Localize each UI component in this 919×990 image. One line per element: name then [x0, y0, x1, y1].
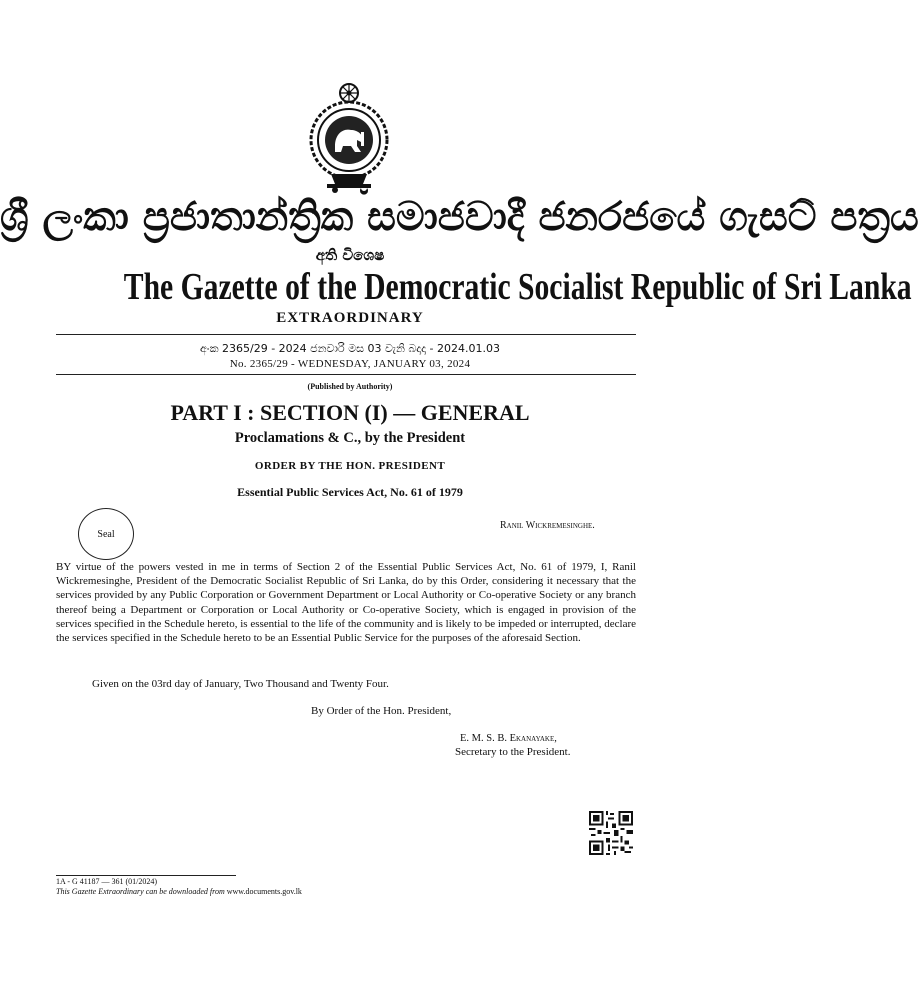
header-rule-top	[56, 334, 636, 335]
download-url[interactable]: www.documents.gov.lk	[226, 887, 302, 896]
gazette-title-english: The Gazette of the Democratic Socialist Republic of Sri Lanka	[123, 266, 912, 308]
footer-download-note	[56, 887, 302, 896]
sri-lanka-emblem-icon	[305, 82, 393, 194]
footer-rule	[56, 875, 236, 876]
issue-line-sinhala: අංක 2365/29 - 2024 ජනවාරි මස 03 වැනි බදාදා - 2024.01.03	[200, 342, 500, 355]
act-heading: Essential Public Services Act, No. 61 of 1979	[237, 485, 463, 499]
seal	[78, 508, 134, 560]
extraordinary-label: EXTRAORDINARY	[276, 310, 424, 326]
part-heading: PART I : SECTION (I) — GENERAL	[170, 400, 530, 425]
seal-label: Seal	[97, 528, 115, 540]
download-note-text: This Gazette Extraordinary can be downloaded from	[56, 887, 225, 896]
given-date-line: Given on the 03rd day of January, Two Thousand and Twenty Four.	[92, 678, 389, 690]
secretary-name: E. M. S. B. Ekanayake,	[460, 733, 557, 744]
qr-code-icon	[589, 810, 633, 856]
footer-reference: 1A - G 41187 — 361 (01/2024)	[56, 877, 158, 886]
by-order-line: By Order of the Hon. President,	[311, 705, 452, 717]
order-heading: ORDER BY THE HON. PRESIDENT	[254, 460, 446, 472]
proclamations-heading: Proclamations & C., by the President	[234, 430, 466, 446]
header-rule-bottom	[56, 374, 636, 375]
signatory-name: Ranil Wickremesinghe.	[500, 520, 595, 531]
gazette-title-sinhala: ශ්‍රී ලංකා ප්‍රජාතාන්ත්‍රික සමාජවාදී ජනරජයේ ගැසට් පත්‍රය	[0, 194, 919, 240]
extraordinary-sinhala: අති විශෙෂ	[315, 246, 385, 264]
secretary-title: Secretary to the President.	[455, 746, 571, 758]
issue-line-english: No. 2365/29 - WEDNESDAY, JANUARY 03, 2024	[229, 358, 471, 370]
published-by-authority: (Published by Authority)	[307, 382, 393, 391]
order-body-paragraph: BY virtue of the powers vested in me in terms of Section 2 of the Essential Public Services Act, No. 61 of 1979, I, Ranil Wickremesinghe, President of the Democratic Socialist Republic of Sri Lanka, do by this Order, considering it necessary that the services provided by any Public Corporation or Government Department or Local Authority or Co-operative Society or any branch thereof being a Department or Corporation or Local Authority or Co-operative Society, which is engaged in provision of the services specified in the Schedule hereto, is essential to the life of the community and is likely to be impeded or interrupted, declare the services specified in the Schedule hereto to be an Essential Public Service for the purposes of the aforesaid Section.	[56, 561, 636, 645]
